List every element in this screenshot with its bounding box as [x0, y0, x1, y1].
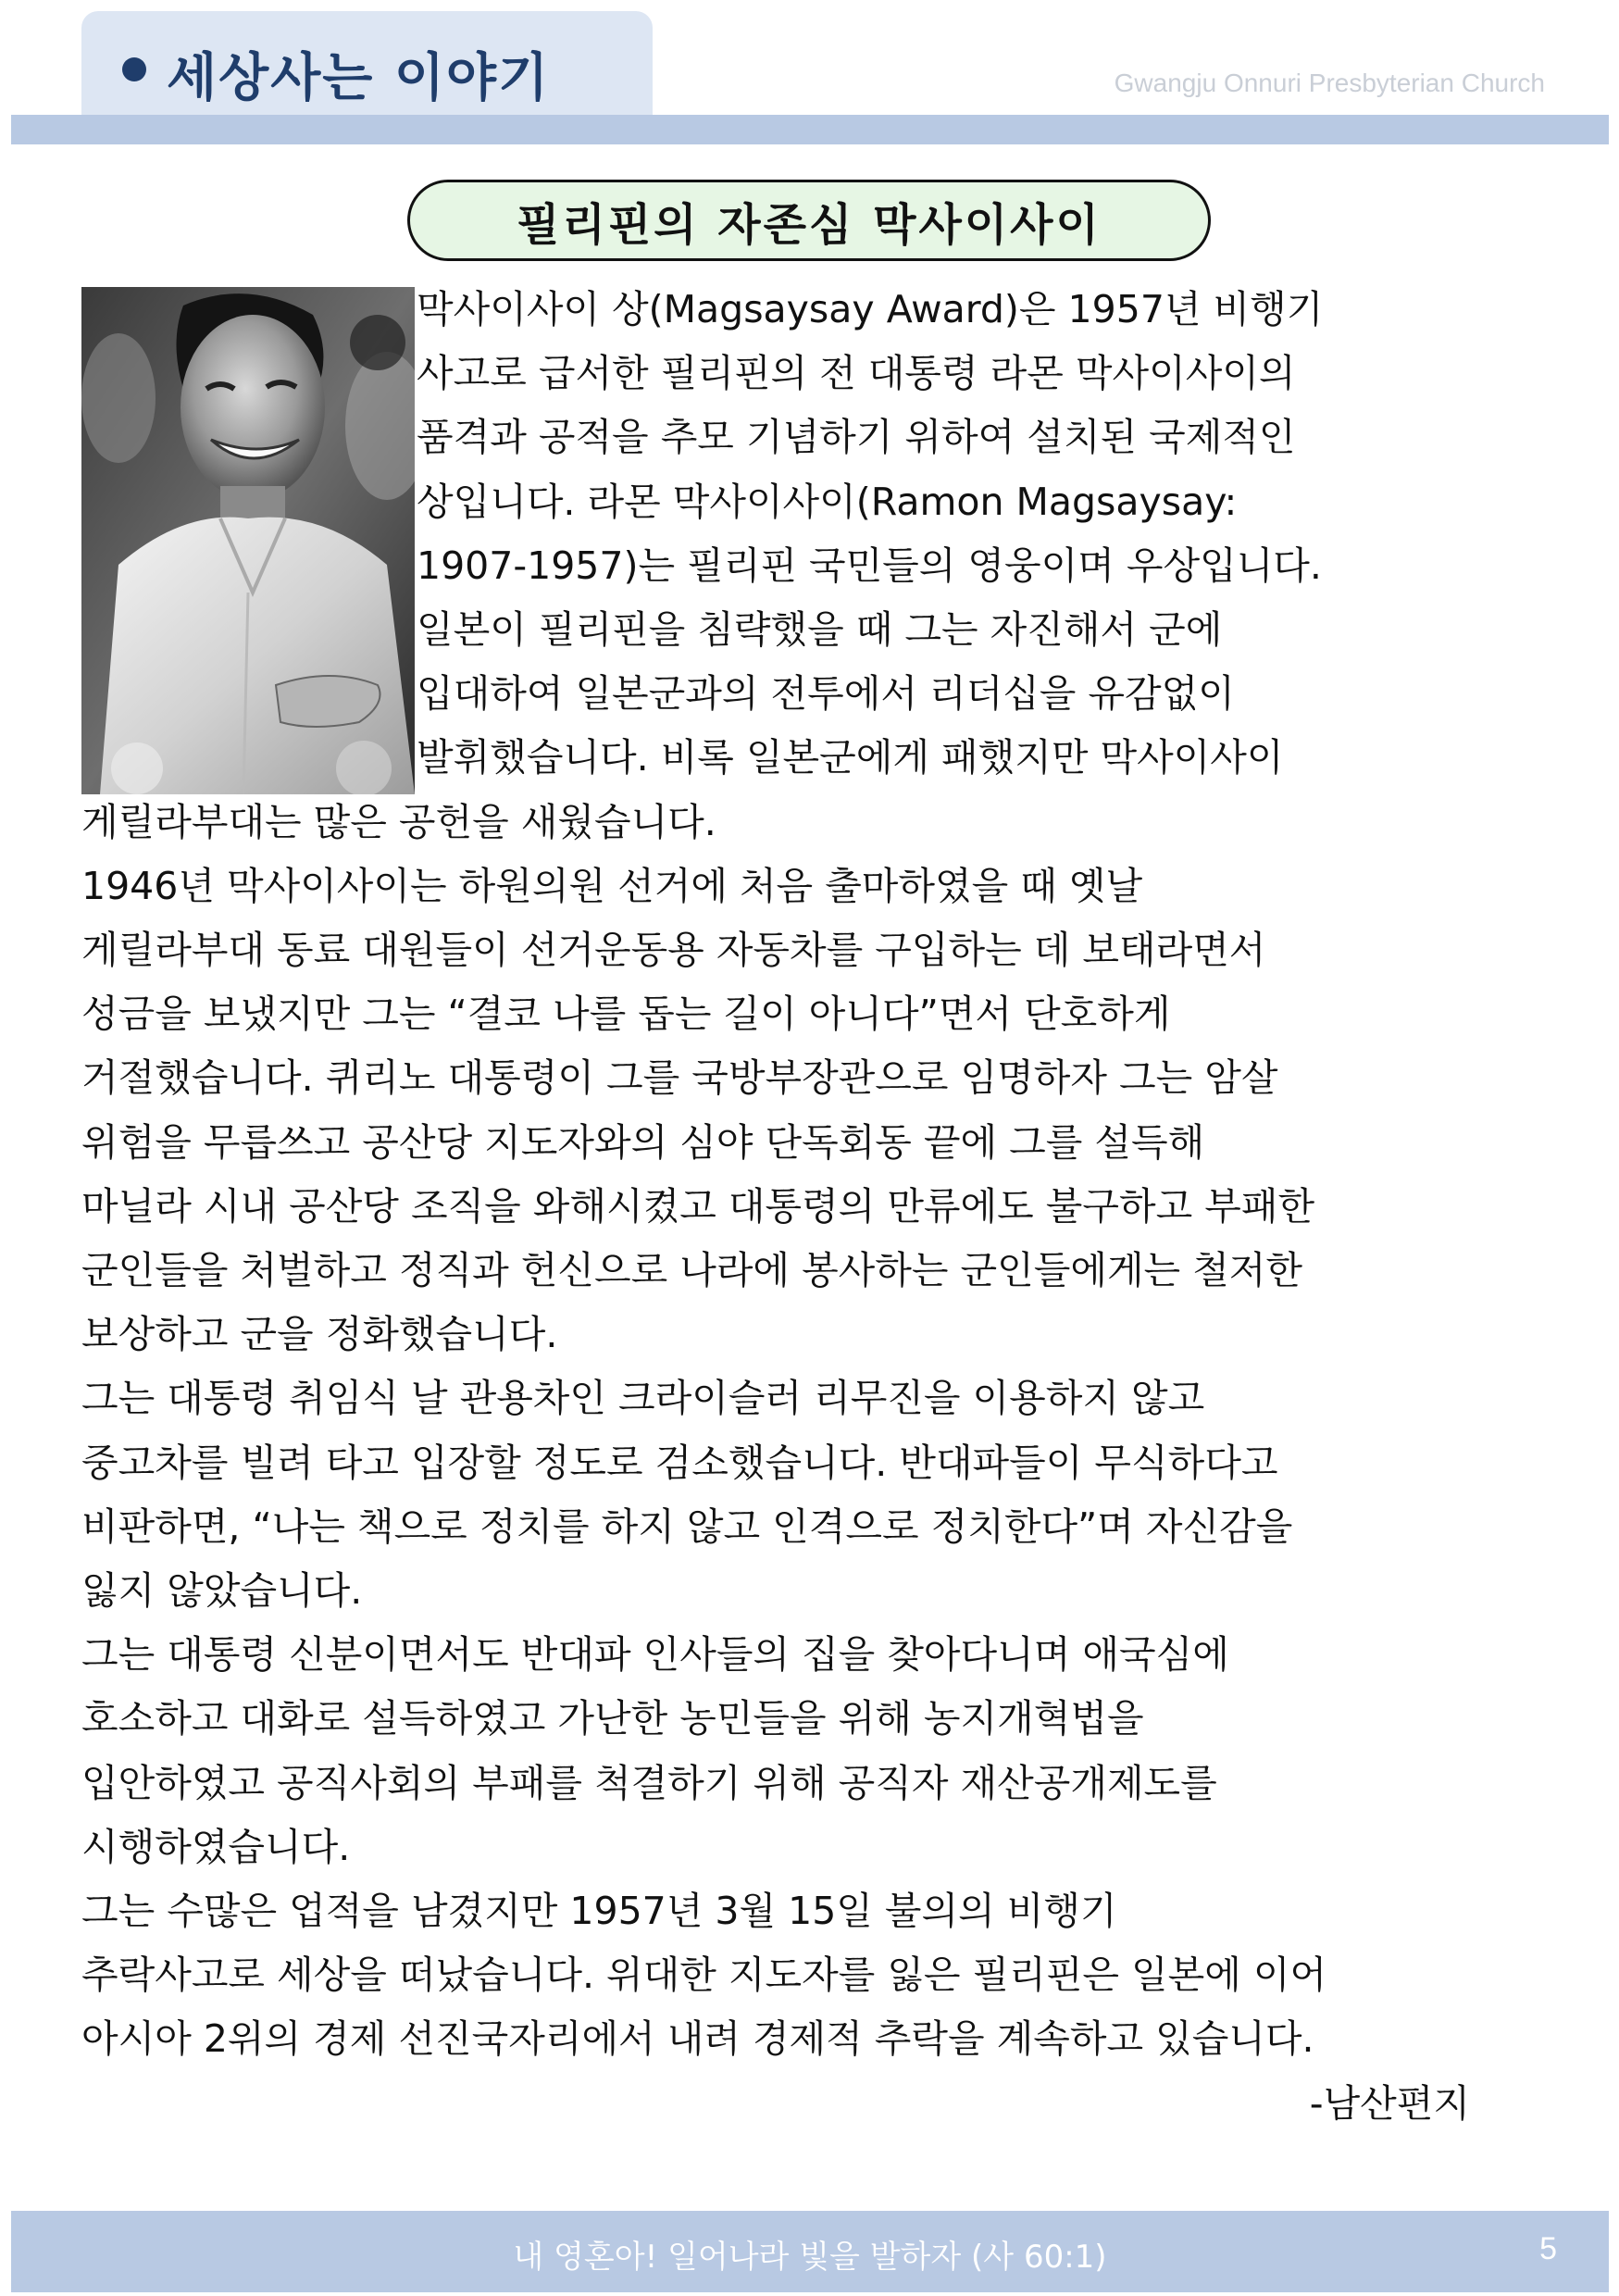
paragraph-line: 보상하고 군을 정화했습니다. — [81, 1312, 558, 1357]
paragraph-line: 게릴라부대 동료 대원들이 선거운동용 자동차를 구입하는 데 보태라면서 — [81, 928, 1266, 973]
paragraph-line: 추락사고로 세상을 떠났습니다. 위대한 지도자를 잃은 필리핀은 일본에 이어 — [81, 1953, 1327, 1998]
church-name: Gwangju Onnuri Presbyterian Church — [1114, 69, 1545, 97]
paragraph-line: 아시아 2위의 경제 선진국자리에서 내려 경제적 추락을 계속하고 있습니다. — [81, 2016, 1314, 2062]
paragraph-line: 시행하였습니다. — [81, 1824, 351, 1869]
paragraph-line: 막사이사이 상(Magsaysay Award)은 1957년 비행기 — [417, 287, 1324, 331]
paragraph-line: 위험을 무릅쓰고 공산당 지도자와의 심야 단독회동 끝에 그를 설득해 — [81, 1119, 1205, 1165]
paragraph-line: 그는 대통령 신분이면서도 반대파 인사들의 집을 찾아다니며 애국심에 — [81, 1632, 1229, 1678]
paragraph-line: 마닐라 시내 공산당 조직을 와해시켰고 대통령의 만류에도 불구하고 부패한 — [81, 1183, 1315, 1229]
paragraph-line: 중고차를 빌려 타고 입장할 정도로 검소했습니다. 반대파들이 무식하다고 — [81, 1440, 1278, 1485]
footer-verse: 내 영혼아! 일어나라 빛을 발하자 (사 60:1) — [513, 2239, 1107, 2276]
paragraph-line: 비판하면, “나는 책으로 정치를 하지 않고 인격으로 정치한다”며 자신감을 — [81, 1504, 1293, 1549]
paragraph-line: 잃지 않았습니다. — [81, 1568, 363, 1614]
paragraph-line: 1946년 막사이사이는 하원의원 선거에 처음 출마하였을 때 옛날 — [81, 863, 1143, 908]
paragraph-line: 호소하고 대화로 설득하였고 가난한 농민들을 위해 농지개혁법을 — [81, 1696, 1144, 1741]
paragraph-line: 성금을 보냈지만 그는 “결코 나를 돕는 길이 아니다”면서 단호하게 — [81, 992, 1171, 1037]
paragraph-line: 입안하였고 공직사회의 부패를 척결하기 위해 공직자 재산공개제도를 — [81, 1760, 1217, 1805]
paragraph-line: 일본이 필리핀을 침략했을 때 그는 자진해서 군에 — [417, 607, 1223, 653]
paragraph-line: 입대하여 일본군과의 전투에서 리더십을 유감없이 — [417, 671, 1235, 717]
paragraph-line: 군인들을 처벌하고 정직과 헌신으로 나라에 봉사하는 군인들에게는 철저한 — [81, 1248, 1303, 1293]
article-title-box — [407, 180, 1211, 261]
header-bar — [11, 115, 1609, 144]
paragraph-line: 거절했습니다. 퀴리노 대통령이 그를 국방부장관으로 임명하자 그는 암살 — [81, 1055, 1278, 1101]
paragraph-line: 그는 수많은 업적을 남겼지만 1957년 3월 15일 불의의 비행기 — [81, 1889, 1117, 1934]
paragraph-line: 1907-1957)는 필리핀 국민들의 영웅이며 우상입니다. — [417, 543, 1322, 588]
paragraph-line: 품격과 공적을 추모 기념하기 위하여 설치된 국제적인 — [417, 415, 1296, 460]
page-number: 5 — [1539, 2231, 1557, 2266]
paragraph-line: 그는 대통령 취임식 날 관용차인 크라이슬러 리무진을 이용하지 않고 — [81, 1376, 1205, 1421]
paragraph-line: 발휘했습니다. 비록 일본군에게 패했지만 막사이사이 — [417, 735, 1284, 780]
footer-bar — [11, 2211, 1609, 2292]
article-body — [81, 278, 1544, 2136]
article-title: 필리핀의 자존심 막사이사이 — [517, 198, 1102, 251]
paragraph-line: 게릴라부대는 많은 공헌을 새웠습니다. — [81, 799, 716, 844]
signature: -남산편지 — [1309, 2080, 1470, 2126]
paragraph-line: 상입니다. 라몬 막사이사이(Ramon Magsaysay: — [417, 479, 1238, 524]
paragraph-line: 사고로 급서한 필리핀의 전 대통령 라몬 막사이사이의 — [417, 351, 1296, 396]
section-title: 세상사는 이야기 — [167, 48, 551, 108]
bullet-dot-icon — [122, 57, 146, 81]
section-tab — [81, 11, 653, 119]
